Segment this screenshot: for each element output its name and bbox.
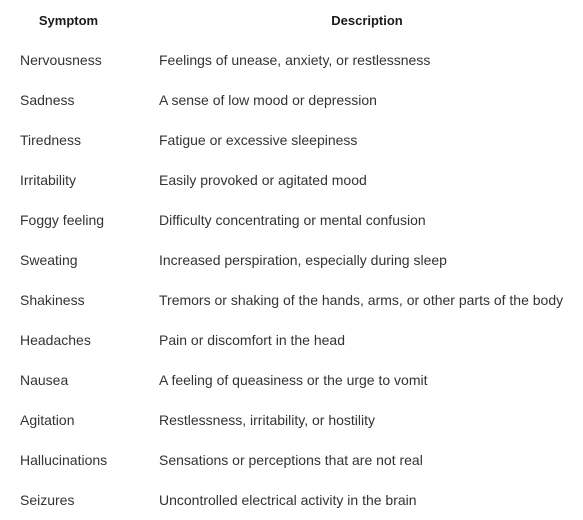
table-row — [0, 120, 583, 160]
description-cell: Sensations or perceptions that are not real — [159, 452, 423, 468]
symptom-cell: Foggy feeling — [20, 212, 105, 228]
symptom-cell: Tiredness — [20, 132, 81, 148]
table-row — [0, 440, 583, 480]
table-row — [0, 40, 583, 80]
table-row — [0, 280, 583, 320]
symptom-cell: Agitation — [20, 412, 75, 428]
symptom-cell: Headaches — [20, 332, 91, 348]
table-row — [0, 80, 583, 120]
table-body — [0, 40, 583, 520]
table-row — [0, 400, 583, 440]
symptom-cell: Hallucinations — [20, 452, 108, 468]
table-header-row — [0, 0, 583, 40]
symptom-cell: Nervousness — [20, 52, 102, 68]
description-cell: Feelings of unease, anxiety, or restlessness — [159, 52, 431, 68]
symptom-cell: Nausea — [20, 372, 69, 388]
table-row — [0, 160, 583, 200]
description-cell: Increased perspiration, especially during sleep — [159, 252, 447, 268]
description-cell: Difficulty concentrating or mental confusion — [159, 212, 426, 228]
table-row — [0, 360, 583, 400]
description-cell: Uncontrolled electrical activity in the brain — [159, 492, 417, 508]
description-cell: Pain or discomfort in the head — [159, 332, 345, 348]
symptom-cell: Irritability — [20, 172, 77, 188]
description-cell: A feeling of queasiness or the urge to vomit — [159, 372, 428, 388]
symptom-cell: Seizures — [20, 492, 75, 508]
header-symptom: Symptom — [38, 12, 99, 28]
table-row — [0, 480, 583, 520]
header-description: Description — [331, 12, 403, 28]
table-row — [0, 240, 583, 280]
description-cell: Tremors or shaking of the hands, arms, or other parts of the body — [159, 292, 564, 308]
symptom-cell: Sadness — [20, 92, 75, 108]
table-row — [0, 200, 583, 240]
symptom-cell: Shakiness — [20, 292, 85, 308]
table-row — [0, 320, 583, 360]
description-cell: Restlessness, irritability, or hostility — [159, 412, 376, 428]
description-cell: Easily provoked or agitated mood — [159, 172, 367, 188]
symptom-cell: Sweating — [20, 252, 78, 268]
description-cell: A sense of low mood or depression — [159, 92, 377, 108]
description-cell: Fatigue or excessive sleepiness — [159, 132, 358, 148]
